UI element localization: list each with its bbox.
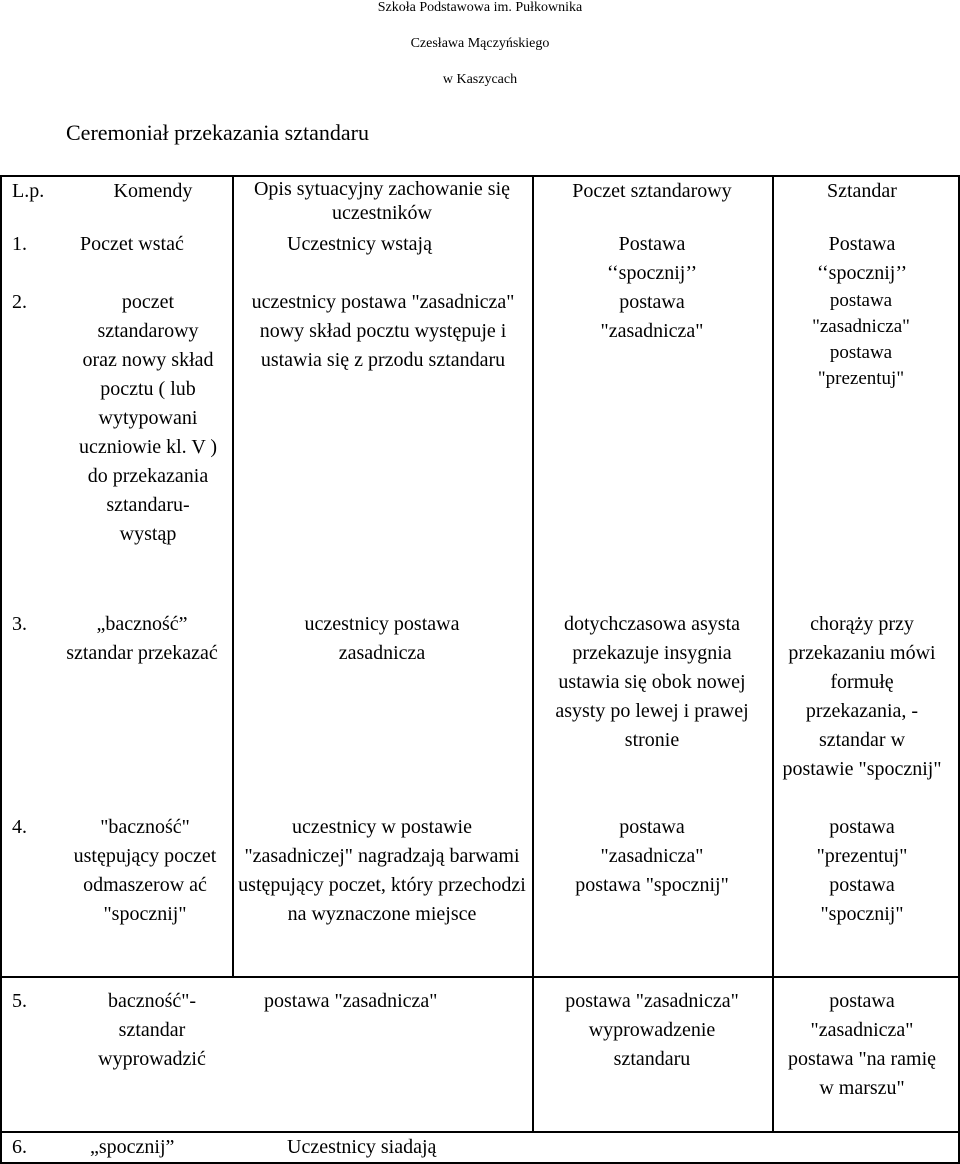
row-4-number: 4. bbox=[12, 816, 27, 838]
column-header-number: L.p. bbox=[12, 180, 45, 202]
row-1-number: 1. bbox=[12, 233, 27, 255]
row-divider-5 bbox=[0, 976, 960, 978]
row-1-poczet: Postawa ‘‘spocznij’’ bbox=[606, 233, 698, 284]
row-5-command: baczność"- sztandar wyprowadzić bbox=[98, 990, 206, 1070]
row-4-sztandar: postawa "prezentuj" postawa "spocznij" bbox=[816, 816, 908, 925]
row-3-poczet: dotychczasowa asysta przekazuje insygnia ustawia się obok nowej asysty po lewej i prawej stronie bbox=[555, 613, 749, 751]
row-4-poczet: postawa "zasadnicza" postawa "spocznij" bbox=[575, 816, 729, 896]
row-3-sztandar: chorąży przy przekazaniu mówi formułę przekazania, - sztandar w postawie "spocznij" bbox=[782, 613, 942, 780]
row-4-description: uczestnicy w postawie "zasadniczej" nagradzają barwami ustępujący poczet, który przechodzi na wyznaczone miejsce bbox=[238, 816, 526, 925]
column-header-sztandar: Sztandar bbox=[827, 180, 897, 202]
row-3-command: „baczność” sztandar przekazać bbox=[66, 613, 218, 664]
school-location: w Kaszycach bbox=[442, 72, 518, 87]
row-6-command: „spocznij” bbox=[90, 1136, 175, 1158]
row-6-number: 6. bbox=[12, 1136, 27, 1158]
document-title: Ceremoniał przekazania sztandaru bbox=[66, 120, 369, 145]
row-2-number: 2. bbox=[12, 291, 27, 313]
row-2-description: uczestnicy postawa "zasadnicza" nowy skład pocztu występuje i ustawia się z przodu sztandaru bbox=[251, 291, 515, 371]
column-header-poczet: Poczet sztandarowy bbox=[572, 180, 732, 202]
row-2-sztandar: postawa "zasadnicza" postawa "prezentuj" bbox=[812, 290, 910, 389]
school-name-line-2: Czesława Mączyńskiego bbox=[410, 36, 550, 51]
row-1-sztandar: Postawa ‘‘spocznij’’ bbox=[816, 233, 908, 284]
row-5-sztandar: postawa "zasadnicza" postawa "na ramię w marszu" bbox=[787, 990, 937, 1099]
table-border-left bbox=[0, 175, 2, 1164]
row-1-description: Uczestnicy wstają bbox=[287, 233, 432, 255]
row-1-command: Poczet wstać bbox=[80, 233, 184, 255]
row-2-command: poczet sztandarowy oraz nowy skład pocztu ( lub wytypowani uczniowie kl. V ) do przekazania sztandaru- wystąp bbox=[78, 291, 218, 545]
row-3-number: 3. bbox=[12, 613, 27, 635]
column-header-commands: Komendy bbox=[113, 180, 193, 202]
column-header-description: Opis sytuacyjny zachowanie się uczestników bbox=[253, 178, 511, 224]
row-4-command: "baczność" ustępujący poczet odmaszerow ać "spocznij" bbox=[73, 816, 217, 925]
column-divider-3 bbox=[772, 175, 774, 978]
row-5-number: 5. bbox=[12, 990, 27, 1012]
column-divider-2b bbox=[532, 978, 534, 1133]
school-name-line-1: Szkoła Podstawowa im. Pułkownika bbox=[377, 0, 583, 15]
row-6-description: Uczestnicy siadają bbox=[287, 1136, 437, 1158]
row-2-poczet: postawa "zasadnicza" bbox=[600, 291, 704, 342]
row-5-poczet: postawa "zasadnicza" wyprowadzenie sztandaru bbox=[565, 990, 739, 1070]
row-5-description: postawa "zasadnicza" bbox=[264, 990, 438, 1012]
column-divider-2 bbox=[532, 175, 534, 978]
column-divider-1 bbox=[232, 175, 234, 978]
column-divider-3b bbox=[772, 978, 774, 1133]
row-3-description: uczestnicy postawa zasadnicza bbox=[304, 613, 460, 664]
